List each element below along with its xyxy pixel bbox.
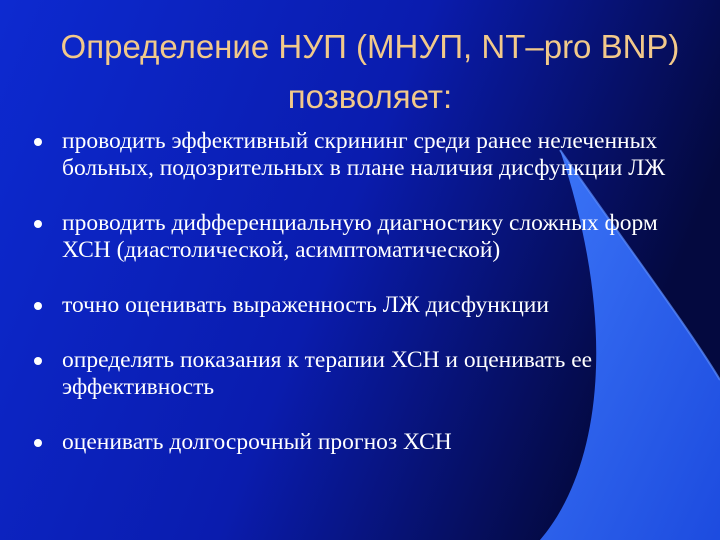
bullet-list: [34, 128, 684, 484]
list-item: [34, 347, 684, 401]
slide-title: Определение НУП (МНУП, NT–pro BNP) позволяет:: [60, 28, 680, 115]
bullet-icon: [34, 302, 42, 310]
list-item: [34, 292, 684, 319]
bullet-icon: [34, 138, 42, 146]
bullet-text: оценивать долгосрочный прогноз ХСН: [62, 429, 452, 455]
bullet-text: точно оценивать выраженность ЛЖ дисфункции: [62, 292, 549, 318]
list-item: [34, 429, 684, 456]
bullet-icon: [34, 439, 42, 447]
bullet-icon: [34, 357, 42, 365]
list-item: [34, 128, 684, 182]
bullet-icon: [34, 220, 42, 228]
bullet-text: проводить эффективный скрининг среди ранее нелеченных больных, подозрительных в плане наличия дисфункции ЛЖ: [62, 128, 666, 181]
bullet-text: определять показания к терапии ХСН и оценивать ее эффективность: [62, 347, 593, 400]
bullet-text: проводить дифференциальную диагностику сложных форм ХСН (диастолической, асимптоматической): [62, 210, 658, 263]
list-item: [34, 210, 684, 264]
